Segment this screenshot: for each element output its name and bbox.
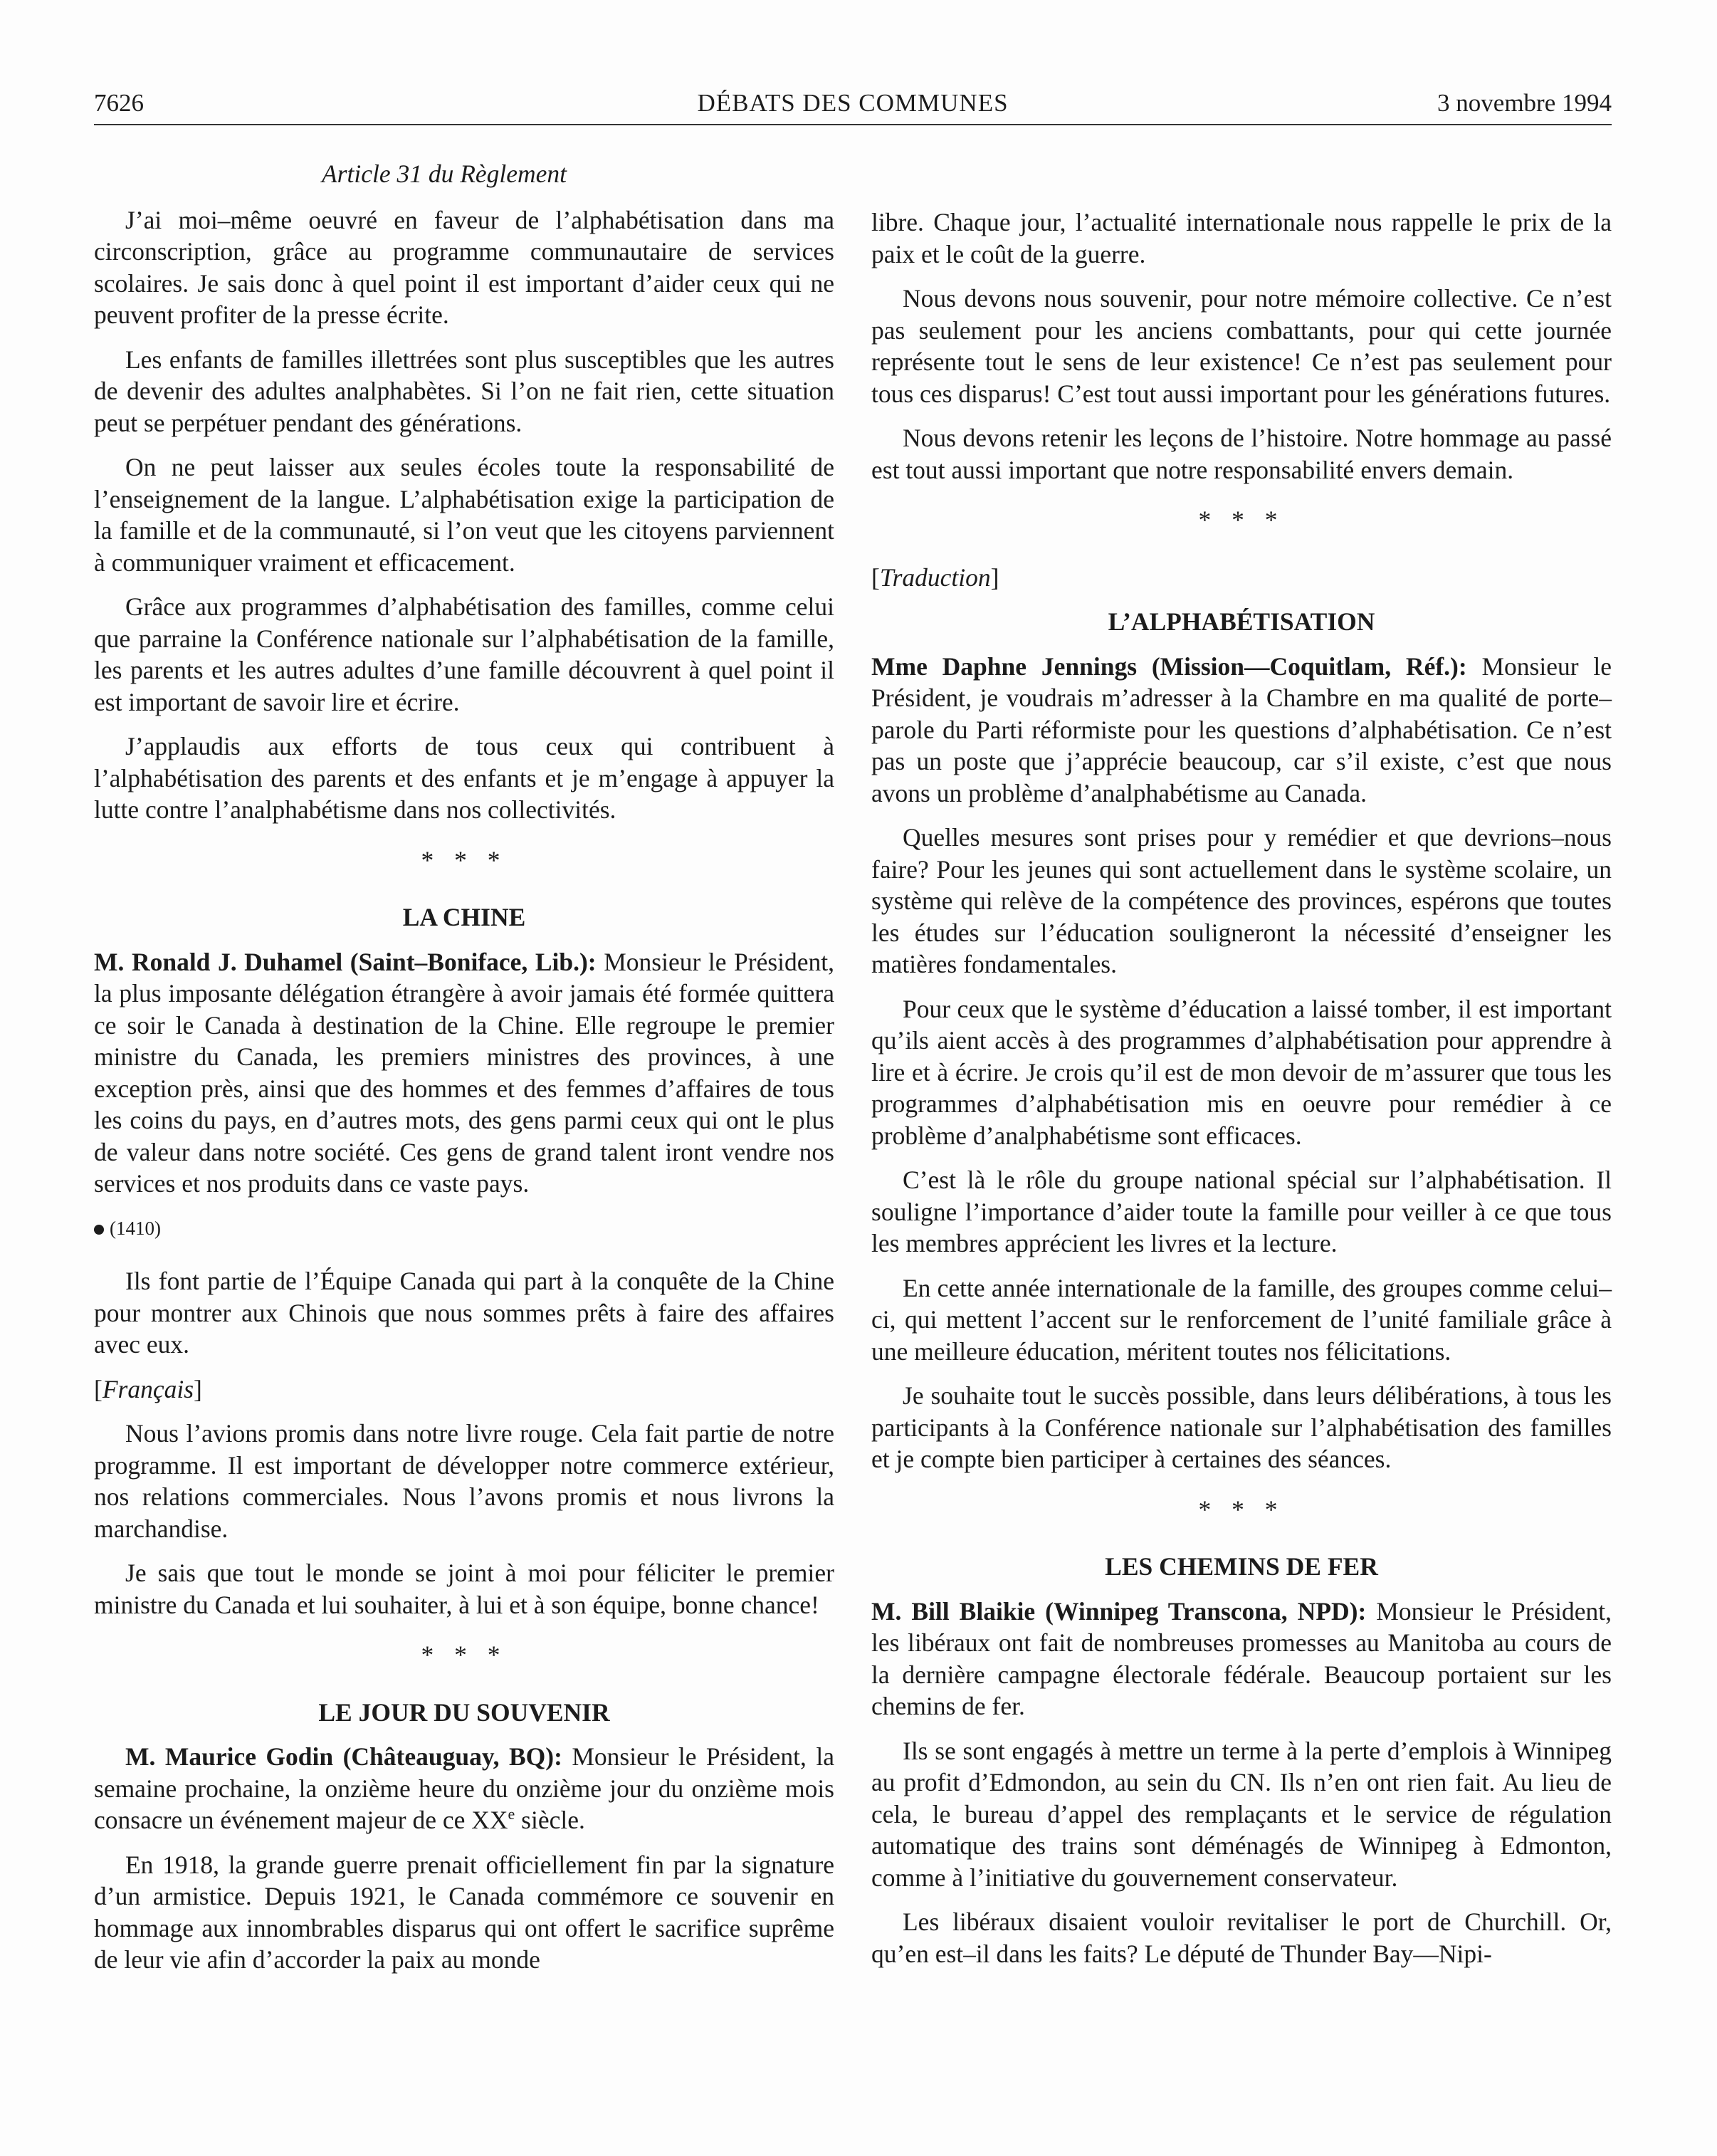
paragraph: En cette année internationale de la famille, des groupes comme celui–ci, qui mettent l’accent sur le renforcement de l’unité familiale grâce à une meilleure éducation, méritent toutes nos félicitations. [871,1273,1612,1366]
heading-chemins-de-fer: LES CHEMINS DE FER [1105,1552,1378,1581]
speaker-name: Mme Daphne Jennings (Mission—Coquitlam, Réf.): [871,651,1467,681]
publication-title: DÉBATS DES COMMUNES [697,89,1009,117]
page-header [94,85,1612,125]
speaker-name: M. Maurice Godin (Châteauguay, BQ): [125,1742,562,1771]
paragraph: On ne peut laisser aux seules écoles toute la responsabilité de l’enseignement de la langue. L’alphabétisation exige la participation de la famille et de la communauté, si l’on veut que les citoyens parviennent à communiquer vraiment et efficacement. [94,453,834,577]
right-column [871,206,1612,1982]
heading-alphabetisation: L’ALPHABÉTISATION [1108,607,1375,636]
bullet-icon [94,1225,104,1235]
paragraph: Je souhaite tout le succès possible, dans leurs délibérations, à tous les participants à la Conférence nationale sur l’alphabétisation des familles et je compte bien participer à certaines des séances. [871,1381,1612,1473]
paragraph-continued: libre. Chaque jour, l’actualité internationale nous rappelle le prix de la paix et le coût de la guerre. [871,208,1612,268]
paragraph: Nous l’avions promis dans notre livre rouge. Cela fait partie de notre programme. Il est important de développer notre commerce extérieur, nos relations commerciales. Nous l’avons promis et nous livrons la marchandise. [94,1419,834,1543]
paragraph: Pour ceux que le système d’éducation a laissé tomber, il est important qu’ils aient accès à des programmes d’alphabétisation pour apprendre à lire et à écrire. Je crois qu’il est de mon devoir de m’assurer que tous les programmes d’alphabétisation mis en oeuvre pour remédier à ce problème d’analphabétisme sont efficaces. [871,994,1612,1150]
speaker-name: M. Ronald J. Duhamel (Saint–Boniface, Lib.): [94,947,597,976]
paragraph: J’applaudis aux efforts de tous ceux qui contribuent à l’alphabétisation des parents et des enfants et je m’engage à appuyer la lutte contre l’analphabétisme dans nos collectivités. [94,732,834,824]
speech-text: Monsieur le Président, la plus imposante délégation étrangère à avoir jamais été formée quittera ce soir le Canada à destination de la Chine. Elle regroupe le premier ministre du Canada, les premiers ministres des provinces, à une exception près, ainsi que des hommes et des femmes d’affaires de tous les coins du pays, en d’autres mots, des gens parmi ceux qui ont le plus de valeur dans notre société. Ces gens de grand talent iront vendre nos services et nos produits dans ce vaste pays. [94,947,834,1198]
paragraph: Je sais que tout le monde se joint à moi pour féliciter le premier ministre du Canada et lui souhaiter, à lui et à son équipe, bonne chance! [94,1559,834,1619]
paragraph: Les libéraux disaient vouloir revitaliser le port de Churchill. Or, qu’en est–il dans les faits? Le député de Thunder Bay—Nipi- [871,1908,1612,1968]
publication-date: 3 novembre 1994 [1437,89,1612,117]
section-separator: * * * [1198,1495,1285,1524]
language-note: [Traduction] [871,562,999,592]
paragraph: Ils se sont engagés à mettre un terme à la perte d’emplois à Winnipeg au profit d’Edmondon, au sein du CN. Ils n’en ont rien fait. Au lieu de cela, le bureau d’appel des remplaçants et le service de régulation automatique des trains sont déménagés de Winnipeg à Edmonton, comme à l’initiative du gouvernement conservateur. [871,1736,1612,1892]
section-separator: * * * [1198,506,1285,534]
paragraph: J’ai moi–même oeuvré en faveur de l’alphabétisation dans ma circonscription, grâce au programme communautaire de services scolaires. Je sais donc à quel point il est important d’aider ceux qui ne peuvent profiter de la presse écrite. [94,205,834,329]
section-separator: * * * [421,1640,508,1669]
page-number: 7626 [94,89,144,117]
section-rubric: Article 31 du Règlement [322,159,567,188]
speech-blaikie: M. Bill Blaikie (Winnipeg Transcona, NPD): Monsieur le Président, les libéraux ont fait de nombreuses promesses au Manitoba au cours de la dernière campagne électorale fédérale. Beaucoup portaient sur les chemins de fer. [871,1596,1612,1720]
paragraph: Les enfants de familles illettrées sont plus susceptibles que les autres de devenir des adultes analphabètes. Si l’on ne fait rien, cette situation peut se perpétuer pendant des générations. [94,345,834,437]
language-note: [Français] [94,1374,202,1403]
paragraph: Grâce aux programmes d’alphabétisation des familles, comme celui que parraine la Conférence nationale sur l’alphabétisation de la famille, les parents et les autres adultes d’une famille découvrent à quel point il est important de savoir lire et écrire. [94,592,834,716]
paragraph: C’est là le rôle du groupe national spécial sur l’alphabétisation. Il souligne l’importance d’aider toute la famille pour veiller à ce que tous les membres apprécient les livres et la lecture. [871,1166,1612,1257]
heading-la-chine: LA CHINE [402,903,526,931]
speech-duhamel [94,946,834,1200]
speech-jennings: Mme Daphne Jennings (Mission—Coquitlam, Réf.): Monsieur le Président, je voudrais m’adresser à la Chambre en ma qualité de porte–parole du Parti réformiste pour les questions d’alphabétisation. Ce n’est pas un poste que j’apprécie beaucoup, car s’il existe, c’est que nous avons un problème d’analphabétisme au Canada. [871,651,1612,807]
heading-jour-du-souvenir: LE JOUR DU SOUVENIR [318,1697,610,1727]
time-stamp: (1410) [94,1213,834,1245]
speech-godin: M. Maurice Godin (Châteauguay, BQ): Monsieur le Président, la semaine prochaine, la onzième heure du onzième jour du onzième mois consacre un événement majeur de ce XXe siècle. [94,1742,834,1834]
paragraph: Ils font partie de l’Équipe Canada qui part à la conquête de la Chine pour montrer aux Chinois que nous sommes prêts à faire des affaires avec eux. [94,1267,834,1359]
speaker-name: M. Bill Blaikie (Winnipeg Transcona, NPD): [871,1596,1367,1626]
paragraph: Quelles mesures sont prises pour y remédier et que devrions–nous faire? Pour les jeunes qui sont actuellement dans le système scolaire, un système qui relève de la compétence des provinces, espérons que toutes les études sur l’éducation souligneront la nécessité d’enseigner les matières fondamentales. [871,823,1612,978]
left-column [94,158,834,1989]
paragraph: Nous devons nous souvenir, pour notre mémoire collective. Ce n’est pas seulement pour les anciens combattants, pour qui cette journée représente tout le sens de leur existence! Ce n’est pas seulement pour tous ces disparus! C’est tout aussi important pour les générations futures. [871,284,1612,408]
section-separator: * * * [421,845,508,874]
paragraph: En 1918, la grande guerre prenait officiellement fin par la signature d’un armistice. Depuis 1921, le Canada commémore ce souvenir en hommage aux innombrables disparus qui ont offert le sacrifice suprême de leur vie afin d’accorder la paix au monde [94,1850,834,1974]
paragraph: Nous devons retenir les leçons de l’histoire. Notre hommage au passé est tout aussi important que notre responsabilité envers demain. [871,424,1612,484]
